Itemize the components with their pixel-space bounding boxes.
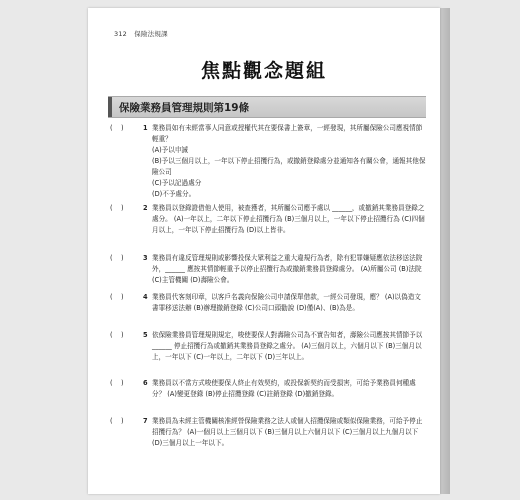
question-number: 6 <box>143 379 148 387</box>
answer-blank: ( ) <box>110 293 124 301</box>
answer-blank: ( ) <box>110 379 124 387</box>
question-number: 5 <box>143 331 148 339</box>
option-a: (A)予以申誡 <box>152 146 189 154</box>
question-stem: 依保險業務員管理規則規定，唆使要保人對壽險公司為不實告知者，壽險公司應按其情節予以 ______ 停止招攬行為或撤銷其業務員登錄之處分。 (A)三個月以上，六個月以下 (B)三個月以上，一年以下 (C)一年以上，二年以下 (D)三年以上。 <box>152 331 423 361</box>
page-number: 312 <box>114 30 128 38</box>
question-number: 7 <box>143 417 148 425</box>
answer-blank: ( ) <box>110 124 124 132</box>
question-1 <box>110 123 426 200</box>
section-heading: 保險業務員管理規則第19條 <box>119 102 250 114</box>
question-stem: 業務員如有未經當事人同意或授權代其在要保書上簽章，一經發現，其所屬保險公司應視情節輕重？ <box>152 124 423 143</box>
question-stem: 業務員以登錄證借他人使用，被查獲者，其所屬公司應予處以 ______，或撤銷其業務員登錄之處分。 (A)一年以上，二年以下停止招攬行為 (B)三個月以上，一年以下停止招攬行為 (C)四個月以上，一年以下停止招攬行為 (D)以上皆非。 <box>152 204 425 234</box>
answer-blank: ( ) <box>110 204 124 212</box>
question-stem: 業務員以不當方式唆使要保人終止有效契約，或投保新契約而受損害，可給予業務員何種處分？ (A)變更登錄 (B)停止招攬登錄 (C)註銷登錄 (D)撤銷登錄。 <box>152 379 416 398</box>
question-7 <box>110 416 426 449</box>
page-title: 焦點觀念題組 <box>200 60 327 82</box>
question-5 <box>110 330 426 363</box>
question-number: 1 <box>143 124 148 132</box>
question-3 <box>110 253 426 286</box>
option-c: (C)予以記過處分 <box>152 179 202 187</box>
question-stem: 業務員有違反管理規則或影響投保大眾利益之重大違規行為者，除有犯罪嫌疑應依法移送法院外，______ 應按其情節輕重予以停止招攬行為或撤銷業務員登錄處分。 (A)所屬公司 (B)法院 (C)主管機關 (D)壽險公會。 <box>152 254 423 284</box>
question-stem: 業務員為未經主管機關核准經營保險業務之法人或個人招攬保險或類似保險業務，可給予停止招攬行為？ (A)一個月以上三個月以下 (B)三個月以上六個月以下 (C)三個月以上九個月以下 (D)三個月以上一年以下。 <box>152 417 423 447</box>
question-number: 3 <box>143 254 148 262</box>
section-heading-bar <box>108 96 426 118</box>
question-2 <box>110 203 426 236</box>
answer-blank: ( ) <box>110 331 124 339</box>
running-header <box>114 29 168 38</box>
answer-blank: ( ) <box>110 417 124 425</box>
answer-blank: ( ) <box>110 254 124 262</box>
question-number: 4 <box>143 293 148 301</box>
book-title: 保險法規課 <box>134 30 168 38</box>
question-6 <box>110 378 426 400</box>
option-d: (D)不予處分。 <box>152 190 196 198</box>
option-b: (B)予以三個月以上，一年以下停止招攬行為，或撤銷登錄處分並通知各有關公會，通報其他保險公司 <box>152 157 426 176</box>
section-marker <box>108 97 112 117</box>
question-4 <box>110 292 426 314</box>
question-number: 2 <box>143 204 148 212</box>
page-edge <box>440 8 450 494</box>
question-stem: 業務員代客刻印章，以客戶名義向保險公司申請保單借款，一經公司發現，應？ (A)以偽造文書罪移送法辦 (B)辦理撤銷登錄 (C)公司口頭勸說 (D)僅(A)、(B)為是。 <box>152 293 421 312</box>
book-page <box>88 8 440 494</box>
